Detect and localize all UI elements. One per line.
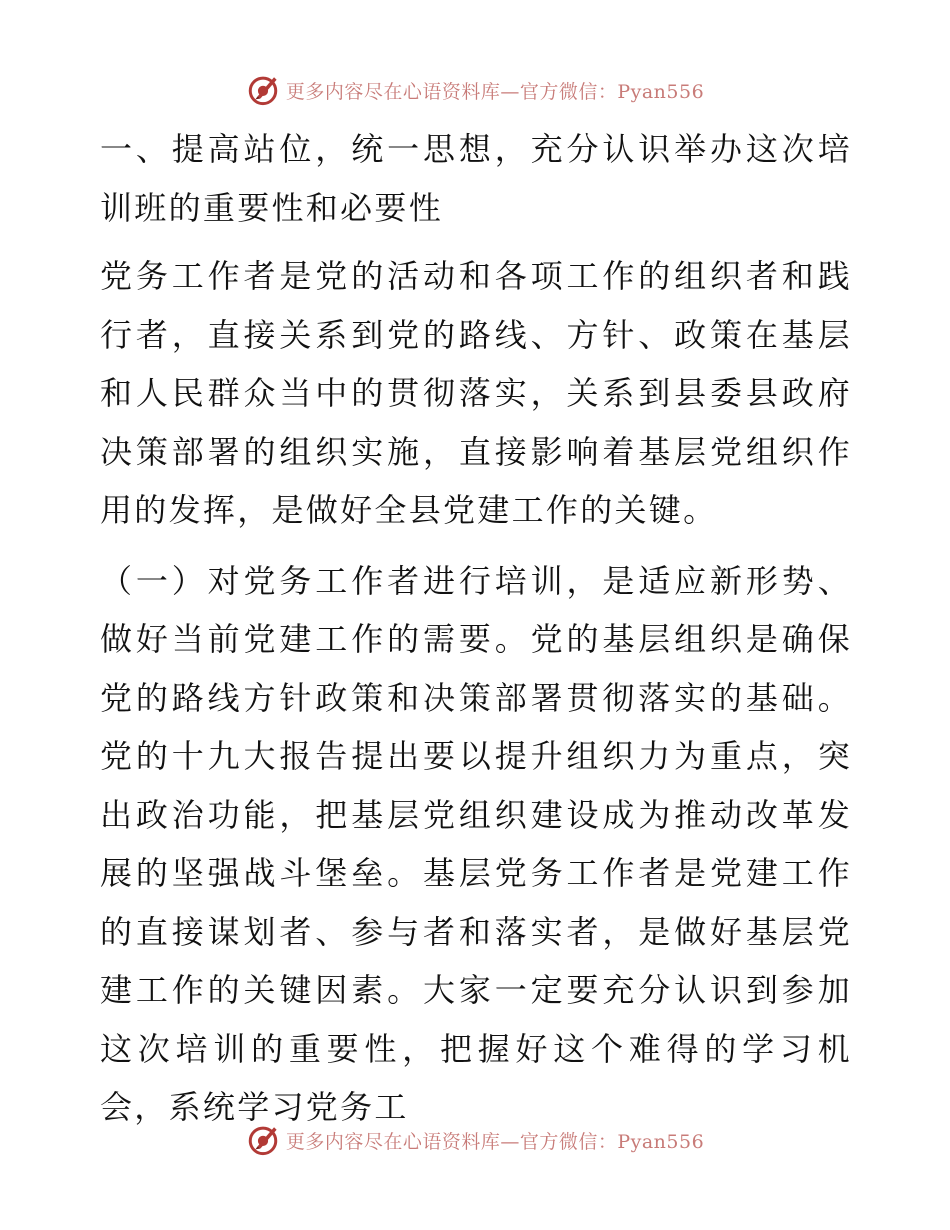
header-watermark-inner [246,73,704,107]
header-watermark [0,68,950,112]
footer-watermark [0,1118,950,1162]
section-heading: 一、提高站位，统一思想，充分认识举办这次培训班的重要性和必要性 [100,130,852,227]
footer-watermark-inner [246,1123,704,1157]
pen-logo-icon [246,73,280,107]
watermark-text: 更多内容尽在心语资料库—官方微信：Pyan556 [285,80,705,103]
document-body [100,120,852,1137]
pen-logo-icon [246,1123,280,1157]
watermark-text: 更多内容尽在心语资料库—官方微信：Pyan556 [285,1130,705,1153]
paragraph-2: （一）对党务工作者进行培训，是适应新形势、做好当前党建工作的需要。党的基层组织是确保党的路线方针政策和决策部署贯彻落实的基础。党的十九大报告提出要以提升组织力为重点，突出政治功能，把基层党组织建设成为推动改革发展的坚强战斗堡垒。基层党务工作者是党建工作的直接谋划者、参与者和落实者，是做好基层党建工作的关键因素。大家一定要充分认识到参加这次培训的重要性，把握好这个难得的学习机会，系统学习党务工 [100,561,852,1126]
paragraph-1: 党务工作者是党的活动和各项工作的组织者和践行者，直接关系到党的路线、方针、政策在基层和人民群众当中的贯彻落实，关系到县委县政府决策部署的组织实施，直接影响着基层党组织作用的发挥，是做好全县党建工作的关键。 [100,257,852,529]
